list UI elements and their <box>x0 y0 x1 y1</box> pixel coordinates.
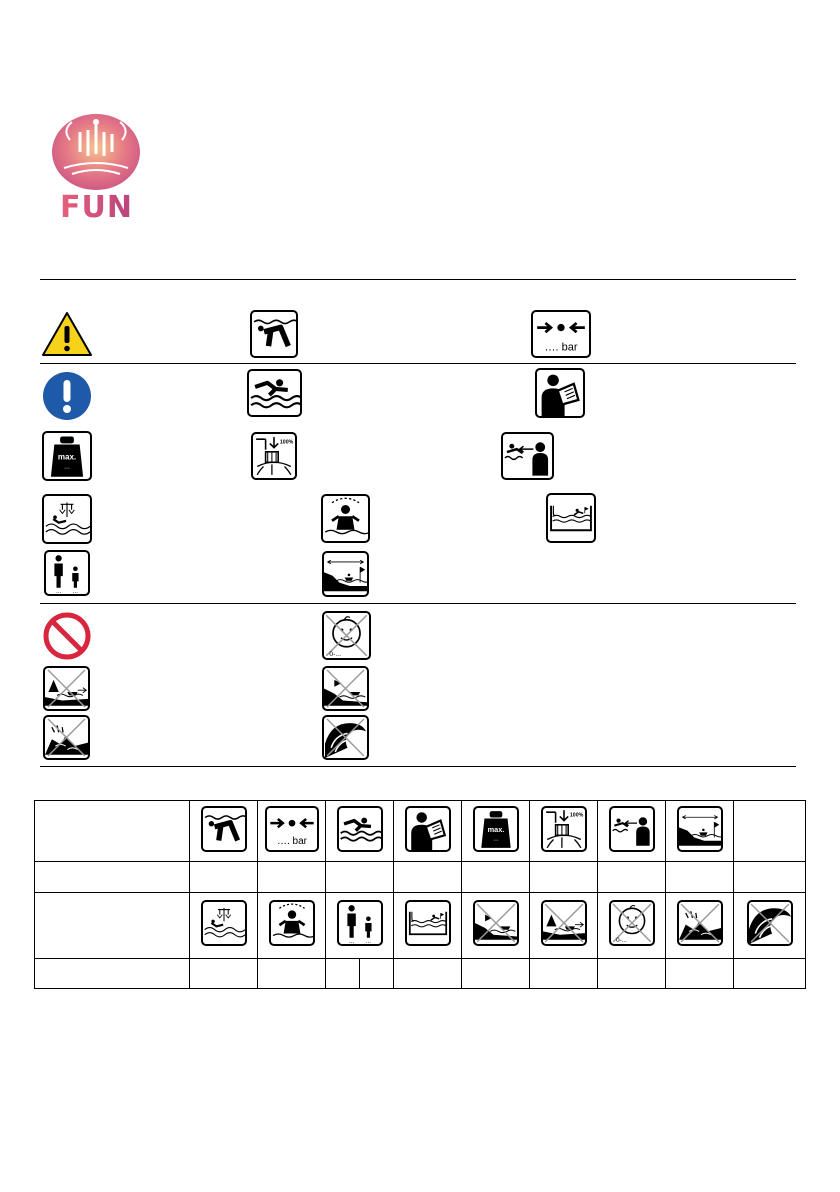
prohibition-divider <box>40 766 796 767</box>
no-boats-nearby-icon <box>473 900 519 946</box>
swimmer-icon <box>247 369 302 417</box>
swimmer-icon <box>337 806 383 852</box>
distance-shore-icon <box>322 551 369 597</box>
swim-aid-icon <box>321 494 370 543</box>
legend-label-row-2 <box>35 959 806 989</box>
supervision-icon <box>609 806 655 852</box>
no-children-under-age-icon <box>322 611 371 660</box>
no-rocks-icon <box>677 900 723 946</box>
no-big-waves-icon <box>747 900 793 946</box>
adult-child-icon <box>44 550 90 596</box>
legend-empty-cell <box>35 893 190 959</box>
pool-use-icon <box>405 900 451 946</box>
inflate-percent-label: 100% <box>569 811 583 818</box>
svg-text:...: ... <box>365 937 371 944</box>
legend-label-row-1 <box>35 862 806 893</box>
max-weight-label: max. <box>487 824 504 834</box>
legend-icon-row-2 <box>35 893 806 959</box>
no-offshore-wind-icon <box>541 900 587 946</box>
read-manual-icon <box>405 806 451 852</box>
max-weight-icon <box>42 431 92 481</box>
age-limit-label: 0-... <box>329 650 342 658</box>
pressure-bar-icon <box>265 806 319 852</box>
anchor-shallow-water-icon <box>201 900 247 946</box>
pressure-bar-label: …. bar <box>276 835 307 847</box>
warning-triangle-icon <box>41 310 93 358</box>
pressure-bar-icon <box>531 310 591 358</box>
no-boats-nearby-icon <box>322 666 369 711</box>
pool-use-icon <box>546 493 596 543</box>
svg-text:...: ... <box>348 937 354 944</box>
splash-logo-icon <box>50 112 144 192</box>
legend-empty-cell <box>35 801 190 862</box>
no-big-waves-icon <box>322 715 369 760</box>
mandatory-divider <box>40 603 796 604</box>
no-offshore-wind-icon <box>43 666 90 711</box>
max-weight-label: max. <box>57 452 77 462</box>
distance-shore-icon <box>677 806 723 852</box>
inflate-percent-label: 100% <box>279 439 294 446</box>
brand-logo <box>50 112 144 224</box>
brand-wordmark: FUN <box>60 190 133 225</box>
svg-text:...: ... <box>55 587 62 594</box>
max-weight-icon <box>473 806 519 852</box>
top-divider <box>40 279 796 280</box>
diving-head-first-icon <box>201 806 247 852</box>
diving-head-first-icon <box>250 310 298 358</box>
legend-icon-row-1 <box>35 801 806 862</box>
swim-aid-icon <box>269 900 315 946</box>
svg-text:...: ... <box>72 587 79 594</box>
warning-divider <box>40 363 796 364</box>
adult-child-icon <box>337 900 383 946</box>
pressure-bar-label: …. bar <box>544 341 578 354</box>
age-limit-label: 0-... <box>615 936 627 944</box>
max-weight-value: ... <box>492 835 499 843</box>
inflate-100-icon <box>251 432 297 480</box>
mandatory-exclamation-icon <box>42 371 92 421</box>
prohibition-circle-icon <box>42 611 92 661</box>
read-manual-icon <box>535 368 585 418</box>
anchor-shallow-water-icon <box>42 494 92 544</box>
no-rocks-icon <box>43 715 90 760</box>
supervision-icon <box>501 432 554 480</box>
symbol-legend-table <box>34 800 806 989</box>
max-weight-value: ... <box>64 463 70 471</box>
legend-empty-cell <box>734 801 806 862</box>
inflate-100-icon <box>541 806 587 852</box>
no-children-under-age-icon <box>609 900 655 946</box>
